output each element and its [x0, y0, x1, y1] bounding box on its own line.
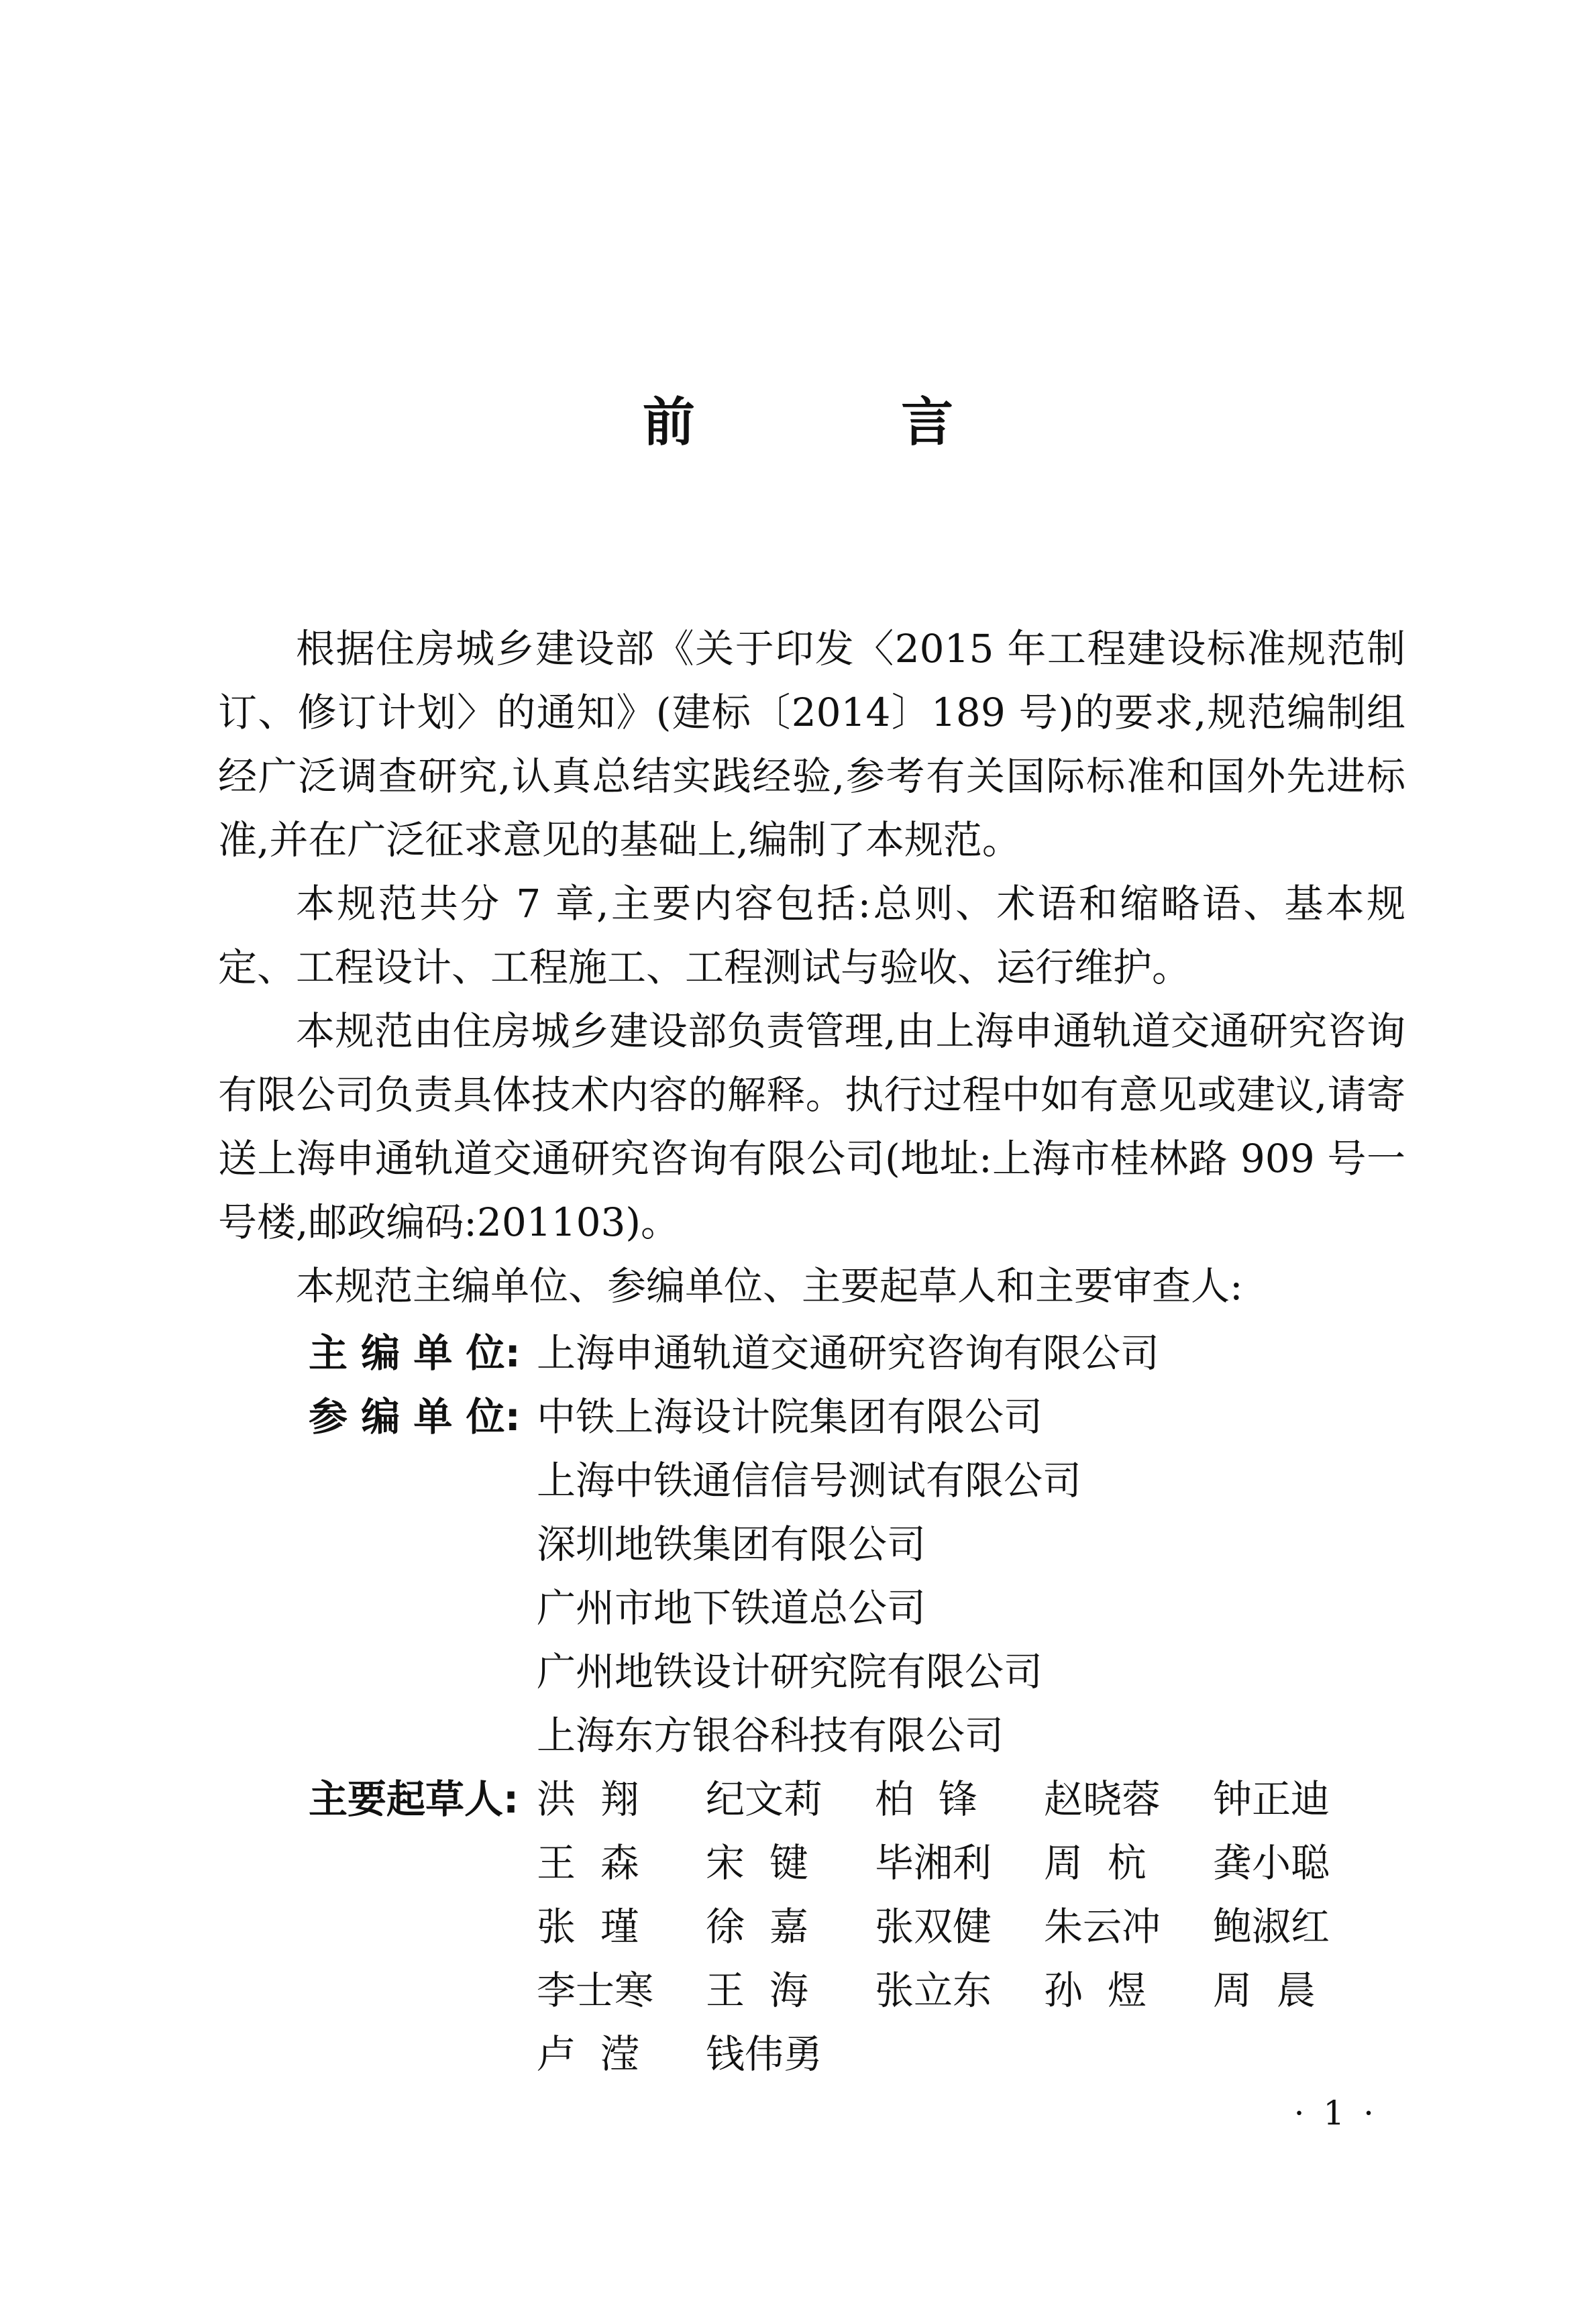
- drafter-name: 张 瑾: [537, 1904, 639, 1949]
- foreword-body: [218, 617, 1405, 1318]
- page-title: 前 言: [642, 392, 1048, 453]
- paragraph-management: 本规范由住房城乡建设部负责管理,由上海申通轨道交通研究咨询有限公司负责具体技术内容的解释。执行过程中如有意见或建议,请寄送上海申通轨道交通研究咨询有限公司(地址:上海市桂林路 909 号一号楼,邮政编码:201103)。: [218, 1008, 1405, 1245]
- participating-units-row: [309, 1385, 1449, 1768]
- participating-units-values: [537, 1385, 1449, 1768]
- drafter-name: 纪文莉: [706, 1776, 823, 1822]
- drafter-name: 周 杭: [1044, 1840, 1147, 1886]
- page-number: · 1 ·: [1293, 2094, 1378, 2133]
- drafter-name: 柏 锋: [875, 1776, 977, 1822]
- drafter-name: 洪 翔: [537, 1776, 639, 1822]
- chief-unit-row: [309, 1322, 1449, 1385]
- drafter-name: 王 森: [537, 1840, 639, 1886]
- drafter-name: 卢 滢: [537, 2031, 639, 2077]
- drafter-name: 李士寒: [537, 1968, 654, 2013]
- drafter-name: 张立东: [875, 1968, 992, 2013]
- drafter-name: 朱云冲: [1044, 1904, 1161, 1949]
- paragraph-contents: 本规范共分 7 章,主要内容包括:总则、术语和缩略语、基本规定、工程设计、工程施工、工程测试与验收、运行维护。: [218, 881, 1405, 990]
- drafter-name: 宋 键: [706, 1840, 808, 1886]
- drafter-name: 钱伟勇: [706, 2031, 823, 2077]
- drafter-name: 毕湘利: [875, 1840, 992, 1886]
- drafter-name: 赵晓蓉: [1044, 1776, 1161, 1822]
- paragraph-contributors-intro: 本规范主编单位、参编单位、主要起草人和主要审查人:: [296, 1263, 1243, 1309]
- drafter-name: 王 海: [706, 1968, 808, 2013]
- drafter-name: 龚小聪: [1213, 1840, 1330, 1886]
- chief-unit-name: 上海申通轨道交通研究咨询有限公司: [537, 1330, 1160, 1376]
- drafter-name: 鲍淑红: [1213, 1904, 1330, 1949]
- participating-units-label: 参 编 单 位:: [309, 1394, 521, 1440]
- chief-unit-values: [537, 1322, 1449, 1385]
- participating-unit: 广州地铁设计研究院有限公司: [537, 1649, 1043, 1695]
- drafter-name: 钟正迪: [1213, 1776, 1330, 1822]
- participating-unit: 上海东方银谷科技有限公司: [537, 1713, 1004, 1758]
- drafters-names: [537, 1768, 1449, 2086]
- participating-unit: 广州市地下铁道总公司: [537, 1585, 926, 1631]
- drafter-name: 周 晨: [1213, 1968, 1316, 2013]
- drafter-name: 张双健: [875, 1904, 992, 1949]
- participating-unit: 上海中铁通信信号测试有限公司: [537, 1458, 1082, 1503]
- contributors-section: [309, 1322, 1449, 2086]
- paragraph-basis: 根据住房城乡建设部《关于印发〈2015 年工程建设标准规范制订、修订计划〉的通知》(建标〔2014〕189 号)的要求,规范编制组经广泛调查研究,认真总结实践经验,参考有关国际标准和国外先进标准,并在广泛征求意见的基础上,编制了本规范。: [218, 626, 1405, 863]
- drafters-row: [309, 1768, 1449, 2086]
- drafter-name: 孙 煜: [1044, 1968, 1147, 2013]
- participating-unit: 中铁上海设计院集团有限公司: [537, 1394, 1043, 1440]
- drafters-label: 主要起草人:: [309, 1776, 519, 1822]
- chief-unit-label: 主 编 单 位:: [309, 1330, 521, 1376]
- participating-unit: 深圳地铁集团有限公司: [537, 1521, 926, 1567]
- drafter-name: 徐 嘉: [706, 1904, 808, 1949]
